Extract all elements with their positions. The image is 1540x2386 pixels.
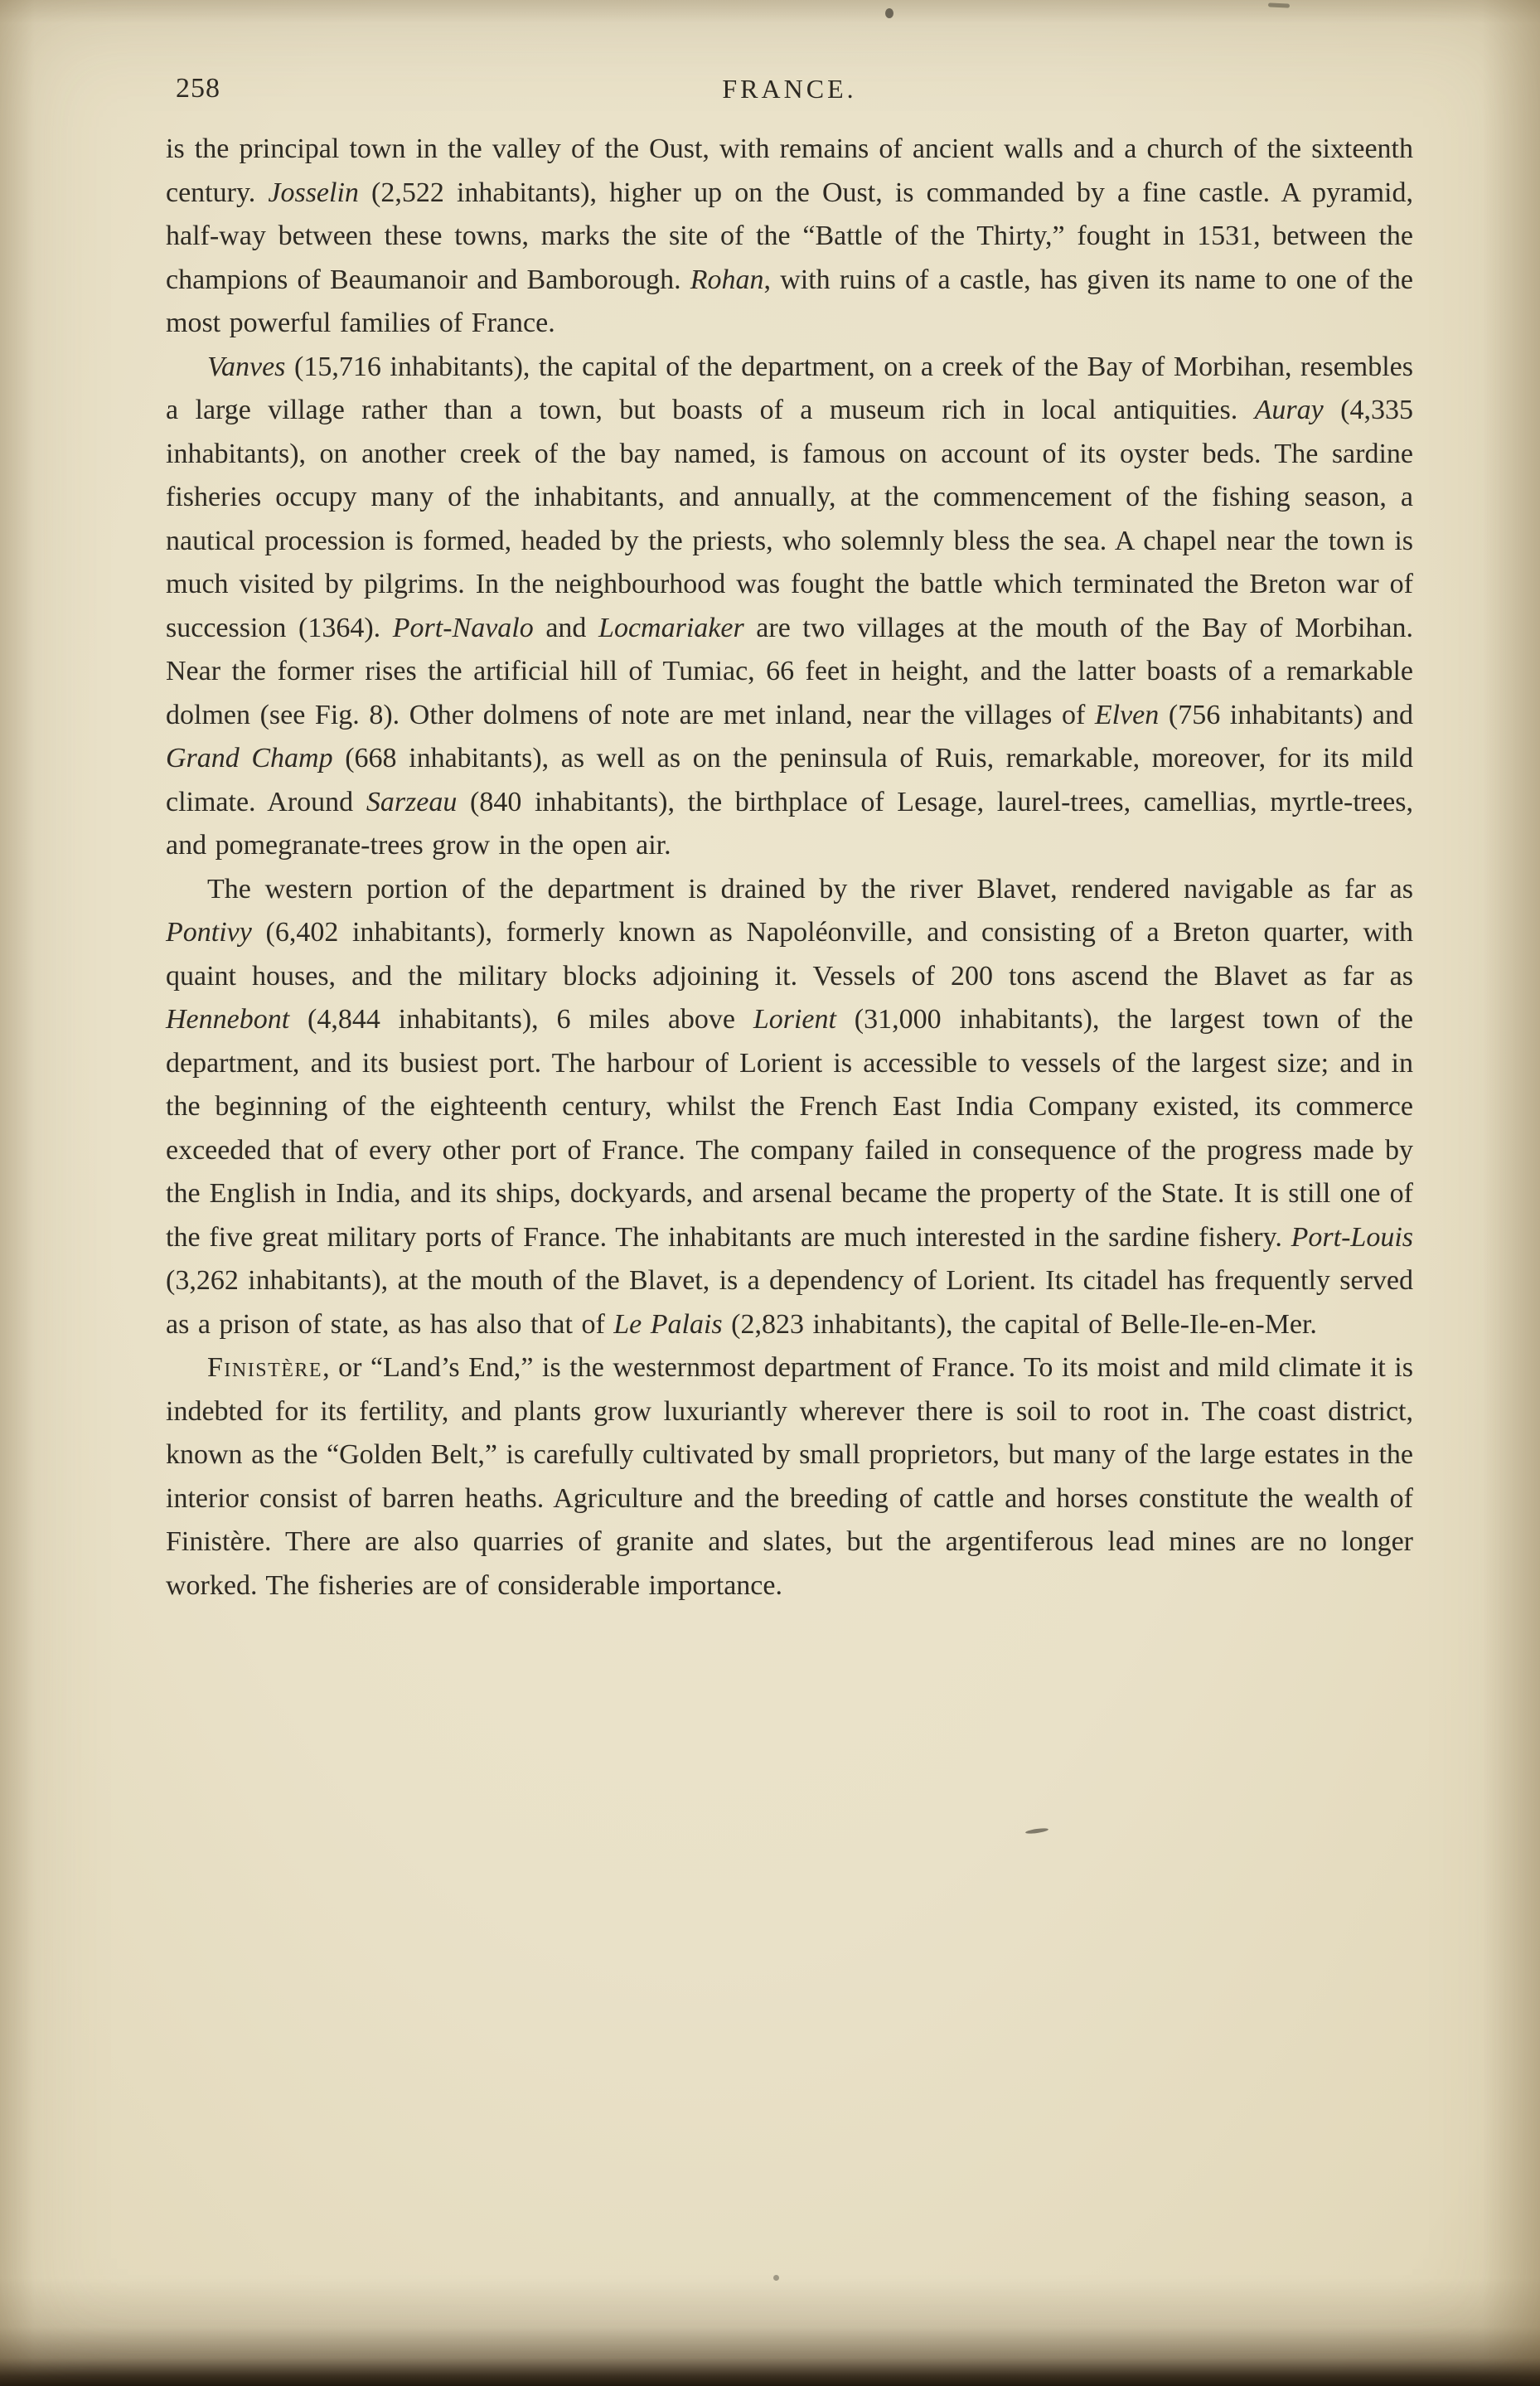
place-name: Auray <box>1254 395 1324 425</box>
paragraph-2 <box>166 346 1413 868</box>
place-name: Port-Louis <box>1291 1221 1413 1253</box>
running-head: FRANCE. <box>722 74 857 104</box>
page-header <box>166 73 1413 109</box>
paragraph-1 <box>166 128 1413 346</box>
body-text: are two villages at the mouth of the Bay of Morbihan. Near the former rises the artificial hill of Tumiac, 66 feet in height, and the latter boasts of a remarkable dolmen (see Fig. 8). Other dolmens of note are met inland, near the villages of <box>166 612 1414 730</box>
scan-mark-top-right <box>1268 2 1290 7</box>
place-name: Port-Navalo <box>392 612 534 643</box>
paragraph-4 <box>166 1346 1413 1608</box>
body-text: and <box>533 612 599 643</box>
place-name: Josselin <box>268 177 359 208</box>
body-text: , or “Land’s End,” is the westernmost department of France. To its moist and mild climate it is indebted for its fertility, and plants grow luxuriantly wherever there is soil to root in. The coast district, known as the “Golden Belt,” is carefully cultivated by small proprietors, but many of the large estates in the interior consist of barren heaths. Agriculture and the breeding of cattle and horses constitute the wealth of Finistère. There are also quarries of granite and slates, but the argentiferous lead mines are no longer worked. The fisheries are of considerable importance. <box>166 1352 1413 1601</box>
paragraph-3 <box>166 868 1413 1347</box>
body-text: (4,335 inhabitants), on another creek of the bay named, is famous on account of its oyster beds. The sardine fisheries occupy many of the inhabitants, and annually, at the commencement of the fishing season, a nautical procession is formed, headed by the priests, who solemnly bless the sea. A chapel near the town is much visited by pilgrims. In the neighbourhood was fought the battle which terminated the Breton war of succession (1364). <box>166 395 1413 643</box>
body-text: (4,844 inhabitants), 6 miles above <box>289 1004 753 1035</box>
body-text: (6,402 inhabitants), formerly known as Napoléonville, and consisting of a Breton quarter, with quaint houses, and the military blocks adjoining it. Vessels of 200 tons ascend the Blavet as far as <box>166 917 1413 992</box>
scan-speck-bottom <box>773 2275 779 2281</box>
page-number: 258 <box>176 73 220 104</box>
body-text: (2,522 inhabitants), higher up on the Oust, is commanded by a fine castle. A pyramid, half-way between these towns, marks the site of the “Battle of the Thirty,” fought in 1531, between the champions of Beaumanoir and Bamborough. <box>166 177 1413 295</box>
body-text: (756 inhabitants) and <box>1159 699 1413 730</box>
place-name: Sarzeau <box>366 786 458 817</box>
body-text: , with ruins of a castle, has given its name to one of the most powerful families of France. <box>166 264 1413 338</box>
body-text: (840 inhabitants), the birthplace of Lesage, laurel-trees, camellias, myrtle-trees, and pomegranate-trees grow in the open air. <box>166 786 1413 861</box>
body-text: (15,716 inhabitants), the capital of the department, on a creek of the Bay of Morbihan, resembles a large village rather than a town, but boasts of a museum rich in local antiquities. <box>166 351 1413 425</box>
page-edge-shadow-top <box>0 0 1540 23</box>
scan-speck-top <box>885 8 893 18</box>
scan-mark-citadel <box>1025 1827 1048 1835</box>
place-name: Grand Champ <box>166 743 333 774</box>
place-name: Locmariaker <box>598 612 744 643</box>
place-name: Rohan <box>690 264 764 295</box>
page-content <box>166 73 1413 1608</box>
page-edge-shadow-left <box>0 0 35 2386</box>
place-name: Vanves <box>207 351 286 382</box>
place-name: Hennebont <box>166 1004 290 1035</box>
body-text: (3,262 inhabitants), at the mouth of the Blavet, is a dependency of Lorient. Its citadel has frequently served as a prison of state, as has also that of <box>166 1265 1413 1340</box>
body-text: is the principal town in the valley of the Oust, with remains of ancient walls and a church of the sixteenth century. <box>166 133 1413 208</box>
place-name: Lorient <box>753 1004 836 1035</box>
body-text: (668 inhabitants), as well as on the peninsula of Ruis, remarkable, moreover, for its mild climate. Around <box>166 743 1413 817</box>
body-text: (2,823 inhabitants), the capital of Belle-Ile-en-Mer. <box>722 1308 1317 1340</box>
page-edge-shadow-right <box>1482 0 1540 2386</box>
body-text: (31,000 inhabitants), the largest town of the department, and its busiest port. The harbour of Lorient is accessible to vessels of the largest size; and in the beginning of the eighteenth century, whilst the French East India Company existed, its commerce exceeded that of every other port of France. The company failed in consequence of the progress made by the English in India, and its ships, dockyards, and arsenal became the property of the State. It is still one of the five great military ports of France. The inhabitants are much interested in the sardine fishery. <box>166 1004 1413 1253</box>
body-text: The western portion of the department is drained by the river Blavet, rendered navigable as far as <box>207 873 1413 904</box>
page-edge-shadow-bottom <box>0 2278 1540 2386</box>
text-block <box>166 128 1413 1608</box>
place-name: Le Palais <box>613 1308 723 1340</box>
department-name: Finistère <box>207 1352 323 1383</box>
place-name: Pontivy <box>166 917 252 948</box>
place-name: Elven <box>1094 699 1160 730</box>
